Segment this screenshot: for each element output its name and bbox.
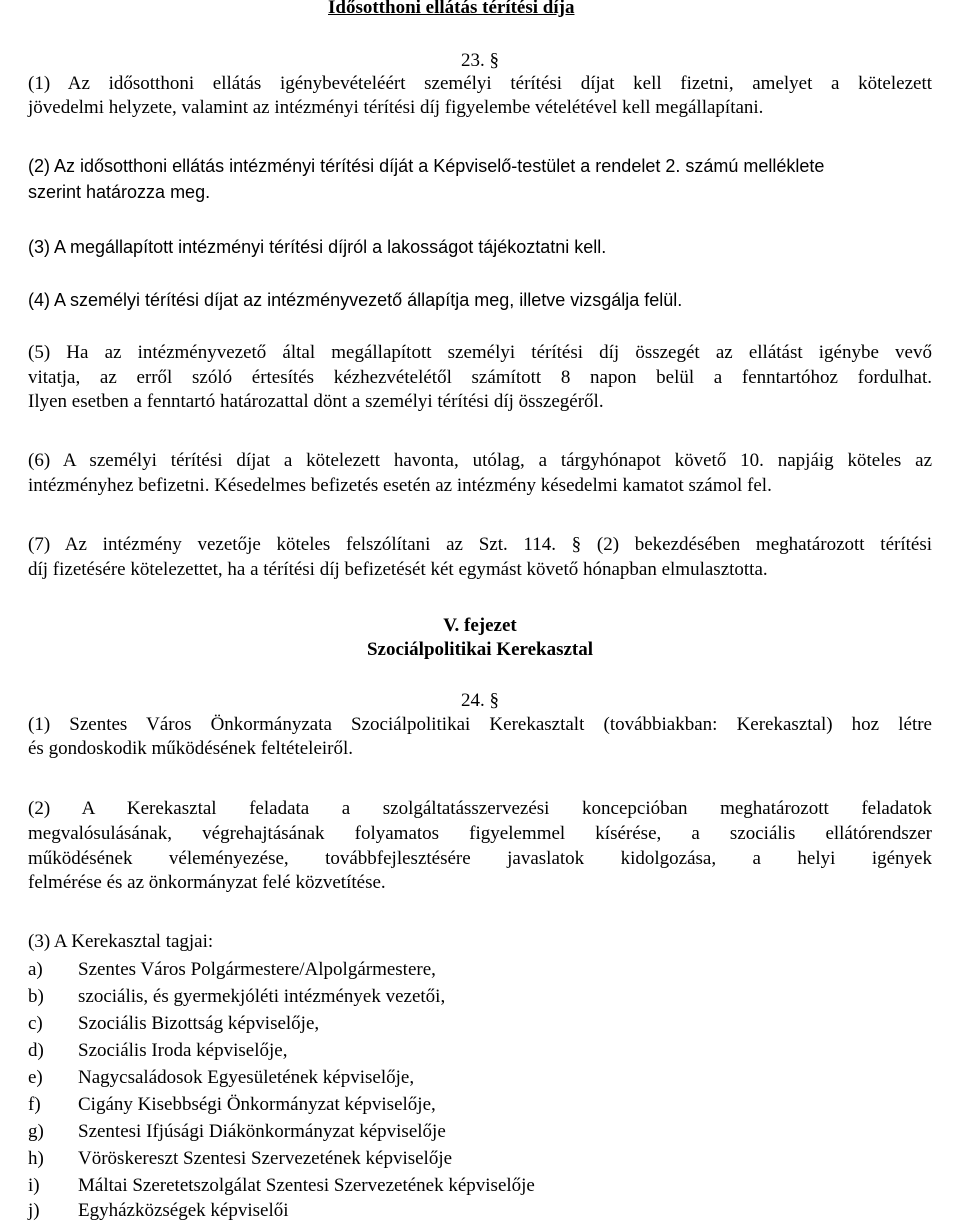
section-23-para-4: (4) A személyi térítési díjat az intézményvezető állapítja meg, illetve vizsgálja felül. (28, 290, 683, 310)
section-23-number: 23. § (461, 50, 499, 71)
chapter-number: V. fejezet (443, 615, 517, 636)
list-text: szociális, és gyermekjóléti intézmények vezetői, (78, 986, 446, 1007)
list-text: Szentes Város Polgármestere/Alpolgármestere, (78, 959, 436, 980)
section-24-para-2-line-3: működésének véleményezése, továbbfejlesztésére javaslatok kidolgozása, a helyi igények (28, 848, 932, 869)
list-item (28, 1012, 319, 1036)
section-23-para-2-line-2: szerint határozza meg. (28, 182, 211, 202)
section-23-para-5-line-1: (5) Ha az intézményvezető által megállapított személyi térítési díj összegét az ellátást igénybe vevő (28, 342, 932, 363)
section-24-para-1-line-1: (1) Szentes Város Önkormányzata Szociálpolitikai Kerekasztalt (továbbiakban: Kerekasztal) hoz létre (28, 714, 932, 735)
section-23-para-7-line-1: (7) Az intézmény vezetője köteles felszólítani az Szt. 114. § (2) bekezdésében meghatározott térítési (28, 534, 932, 555)
list-item (28, 985, 445, 1009)
list-item (28, 1174, 535, 1198)
section-23-para-2-line-1: (2) Az idősotthoni ellátás intézményi térítési díját a Képviselő-testület a rendelet 2. számú melléklete (28, 156, 825, 176)
list-text: Szentesi Ifjúsági Diákönkormányzat képviselője (78, 1121, 446, 1142)
section-24-number: 24. § (461, 690, 499, 711)
list-text: Nagycsaládosok Egyesületének képviselője, (78, 1067, 415, 1088)
list-item (28, 1199, 289, 1223)
list-item (28, 1093, 436, 1117)
list-marker: h) (28, 1148, 44, 1169)
section-23-para-6-line-2: intézményhez befizetni. Késedelmes befizetés esetén az intézmény késedelmi kamatot számol fel. (28, 475, 772, 496)
list-text: Cigány Kisebbségi Önkormányzat képviselője, (78, 1094, 436, 1115)
page-title: Idősotthoni ellátás térítési díja (328, 0, 575, 18)
list-item (28, 1120, 446, 1144)
section-24-para-1-line-2: és gondoskodik működésének feltételeiről. (28, 738, 354, 759)
list-item (28, 1039, 287, 1063)
list-item (28, 1147, 452, 1171)
chapter-title: Szociálpolitikai Kerekasztal (366, 639, 594, 660)
section-23-para-5-line-3: Ilyen esetben a fenntartó határozattal dönt a személyi térítési díj összegéről. (28, 391, 604, 412)
list-marker: j) (28, 1200, 40, 1221)
list-marker: c) (28, 1013, 43, 1034)
list-marker: f) (28, 1094, 41, 1115)
list-marker: i) (28, 1175, 40, 1196)
section-23-para-6-line-1: (6) A személyi térítési díjat a kötelezett havonta, utólag, a tárgyhónapot követő 10. napjáig köteles az (28, 450, 932, 471)
list-item (28, 958, 436, 982)
list-text: Máltai Szeretetszolgálat Szentesi Szervezetének képviselője (78, 1175, 535, 1196)
list-text: Vöröskereszt Szentesi Szervezetének képviselője (78, 1148, 453, 1169)
list-marker: g) (28, 1121, 44, 1142)
list-marker: d) (28, 1040, 44, 1061)
section-23-para-3: (3) A megállapított intézményi térítési díjról a lakosságot tájékoztatni kell. (28, 237, 607, 257)
section-24-para-2-line-1: (2) A Kerekasztal feladata a szolgáltatásszervezési koncepcióban meghatározott feladatok (28, 798, 932, 819)
section-23-para-7-line-2: díj fizetésére kötelezettet, ha a térítési díj befizetését két egymást követő hónapban elmulasztotta. (28, 559, 768, 580)
section-23-para-1-line-2: jövedelmi helyzete, valamint az intézményi térítési díj figyelembe vételétével kell megállapítani. (28, 97, 764, 118)
list-text: Szociális Iroda képviselője, (78, 1040, 288, 1061)
section-23-para-5-line-2: vitatja, az erről szóló értesítés kézhezvételétől számított 8 napon belül a fenntartóhoz fordulhat. (28, 367, 932, 388)
section-24-para-2-line-4: felmérése és az önkormányzat felé közvetítése. (28, 872, 386, 893)
list-text: Egyházközségek képviselői (78, 1200, 289, 1221)
section-23-para-1-line-1: (1) Az idősotthoni ellátás igénybevételéért személyi térítési díjat kell fizetni, amelyet a kötelezett (28, 73, 932, 94)
section-24-para-3-intro: (3) A Kerekasztal tagjai: (28, 931, 214, 952)
section-24-para-2-line-2: megvalósulásának, végrehajtásának folyamatos figyelemmel kísérése, a szociális ellátórendszer (28, 823, 932, 844)
list-marker: a) (28, 959, 43, 980)
list-item (28, 1066, 414, 1090)
list-text: Szociális Bizottság képviselője, (78, 1013, 320, 1034)
list-marker: e) (28, 1067, 43, 1088)
list-marker: b) (28, 986, 44, 1007)
